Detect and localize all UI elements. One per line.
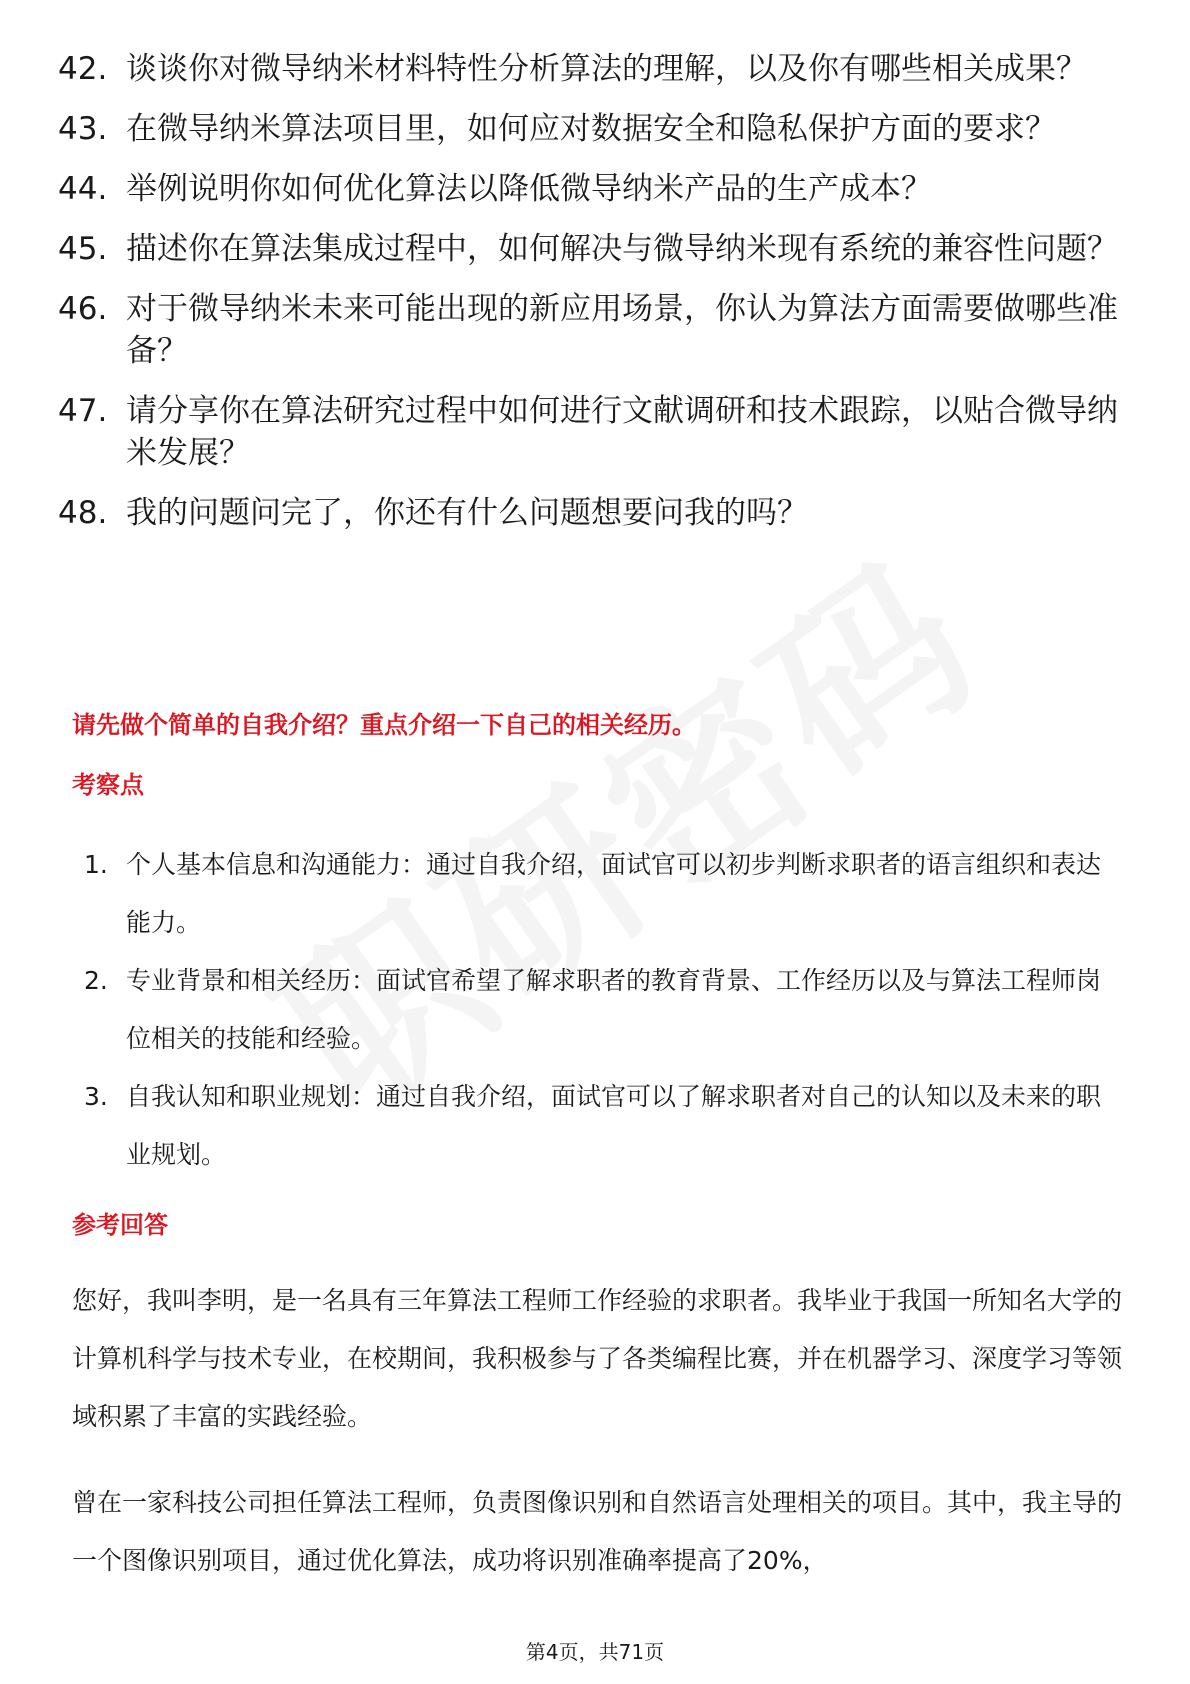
assessment-points-list [84,836,1124,1184]
reference-answer-heading: 参考回答 [72,1211,168,1239]
question-number: 42. [58,51,108,87]
question-number: 43. [58,111,108,147]
point-number: 1. [84,850,108,879]
question-list [58,48,1118,552]
question-text: 在微导纳米算法项目里，如何应对数据安全和隐私保护方面的要求？ [126,111,1056,147]
question-item [58,390,1118,474]
question-text: 谈谈你对微导纳米材料特性分析算法的理解，以及你有哪些相关成果？ [126,51,1087,87]
point-text: 自我认知和职业规划：通过自我介绍，面试官可以了解求职者对自己的认知以及未来的职业规划。 [126,1082,1102,1169]
assessment-point [84,836,1124,952]
assessment-point [84,1068,1124,1184]
question-item [58,492,1118,534]
point-number: 2. [84,966,108,995]
point-text: 专业背景和相关经历：面试官希望了解求职者的教育背景、工作经历以及与算法工程师岗位相关的技能和经验。 [126,966,1102,1053]
answer-paragraph: 曾在一家科技公司担任算法工程师，负责图像识别和自然语言处理相关的项目。其中，我主导的一个图像识别项目，通过优化算法，成功将识别准确率提高了20%， [72,1488,1123,1575]
question-text: 举例说明你如何优化算法以降低微导纳米产品的生产成本？ [126,171,932,207]
question-text: 请分享你在算法研究过程中如何进行文献调研和技术跟踪，以贴合微导纳米发展？ [126,393,1118,471]
page-footer: 第4页，共71页 [525,1640,665,1664]
question-number: 46. [58,291,108,327]
question-text: 描述你在算法集成过程中，如何解决与微导纳米现有系统的兼容性问题？ [126,231,1118,267]
point-number: 3. [84,1082,108,1111]
question-item [58,108,1118,150]
question-item [58,48,1118,90]
question-number: 48. [58,495,108,531]
question-number: 44. [58,171,108,207]
question-item [58,228,1118,270]
featured-question-heading: 请先做个简单的自我介绍？重点介绍一下自己的相关经历。 [72,711,696,739]
question-item [58,288,1118,372]
assessment-point [84,952,1124,1068]
question-text: 对于微导纳米未来可能出现的新应用场景，你认为算法方面需要做哪些准备？ [126,291,1118,369]
question-item [58,168,1118,210]
question-text: 我的问题问完了，你还有什么问题想要问我的吗？ [126,495,808,531]
assessment-points-heading: 考察点 [72,771,144,799]
question-number: 47. [58,393,108,429]
point-text: 个人基本信息和沟通能力：通过自我介绍，面试官可以初步判断求职者的语言组织和表达能力。 [126,850,1102,937]
answer-paragraph: 您好，我叫李明，是一名具有三年算法工程师工作经验的求职者。我毕业于我国一所知名大学的计算机科学与技术专业，在校期间，我积极参与了各类编程比赛，并在机器学习、深度学习等领域积累了丰富的实践经验。 [72,1286,1123,1431]
question-number: 45. [58,231,108,267]
